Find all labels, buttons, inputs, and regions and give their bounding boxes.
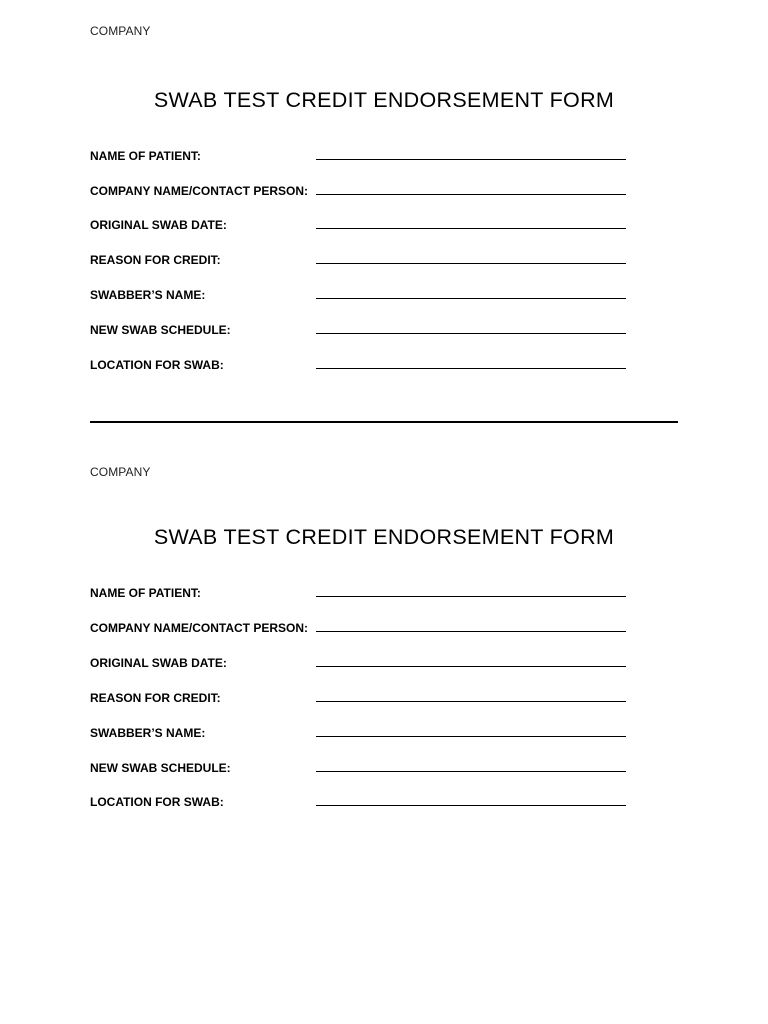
company-label: COMPANY bbox=[90, 24, 151, 38]
field-blank-line[interactable] bbox=[316, 701, 626, 702]
field-original-swab-date[interactable] bbox=[90, 217, 630, 237]
field-reason-for-credit[interactable] bbox=[90, 252, 630, 272]
field-label: NAME OF PATIENT: bbox=[90, 149, 201, 163]
company-label: COMPANY bbox=[90, 465, 151, 479]
field-company-contact-person[interactable] bbox=[90, 183, 630, 203]
field-label: LOCATION FOR SWAB: bbox=[90, 795, 224, 809]
field-label: NEW SWAB SCHEDULE: bbox=[90, 323, 231, 337]
field-label: ORIGINAL SWAB DATE: bbox=[90, 656, 227, 670]
field-blank-line[interactable] bbox=[316, 596, 626, 597]
field-new-swab-schedule[interactable] bbox=[90, 322, 630, 342]
field-label: REASON FOR CREDIT: bbox=[90, 691, 221, 705]
field-label: LOCATION FOR SWAB: bbox=[90, 358, 224, 372]
field-blank-line[interactable] bbox=[316, 228, 626, 229]
field-blank-line[interactable] bbox=[316, 666, 626, 667]
field-reason-for-credit[interactable] bbox=[90, 690, 630, 710]
field-new-swab-schedule[interactable] bbox=[90, 760, 630, 780]
field-label: ORIGINAL SWAB DATE: bbox=[90, 218, 227, 232]
field-blank-line[interactable] bbox=[316, 159, 626, 160]
form-title: SWAB TEST CREDIT ENDORSEMENT FORM bbox=[153, 88, 615, 112]
field-blank-line[interactable] bbox=[316, 368, 626, 369]
field-blank-line[interactable] bbox=[316, 805, 626, 806]
field-location-for-swab[interactable] bbox=[90, 357, 630, 377]
field-location-for-swab[interactable] bbox=[90, 794, 630, 814]
field-label: SWABBER’S NAME: bbox=[90, 726, 206, 740]
field-blank-line[interactable] bbox=[316, 771, 626, 772]
field-label: COMPANY NAME/CONTACT PERSON: bbox=[90, 184, 309, 198]
field-swabbers-name[interactable] bbox=[90, 725, 630, 745]
field-blank-line[interactable] bbox=[316, 631, 626, 632]
field-company-contact-person[interactable] bbox=[90, 620, 630, 640]
field-label: SWABBER’S NAME: bbox=[90, 288, 206, 302]
field-label: COMPANY NAME/CONTACT PERSON: bbox=[90, 621, 309, 635]
field-swabbers-name[interactable] bbox=[90, 287, 630, 307]
field-blank-line[interactable] bbox=[316, 298, 626, 299]
cut-line-divider bbox=[90, 421, 678, 423]
field-name-of-patient[interactable] bbox=[90, 585, 630, 605]
field-blank-line[interactable] bbox=[316, 333, 626, 334]
field-original-swab-date[interactable] bbox=[90, 655, 630, 675]
field-blank-line[interactable] bbox=[316, 736, 626, 737]
form-title: SWAB TEST CREDIT ENDORSEMENT FORM bbox=[153, 525, 615, 549]
field-blank-line[interactable] bbox=[316, 194, 626, 195]
field-blank-line[interactable] bbox=[316, 263, 626, 264]
field-label: NAME OF PATIENT: bbox=[90, 586, 201, 600]
field-name-of-patient[interactable] bbox=[90, 148, 630, 168]
field-label: NEW SWAB SCHEDULE: bbox=[90, 761, 231, 775]
field-label: REASON FOR CREDIT: bbox=[90, 253, 221, 267]
